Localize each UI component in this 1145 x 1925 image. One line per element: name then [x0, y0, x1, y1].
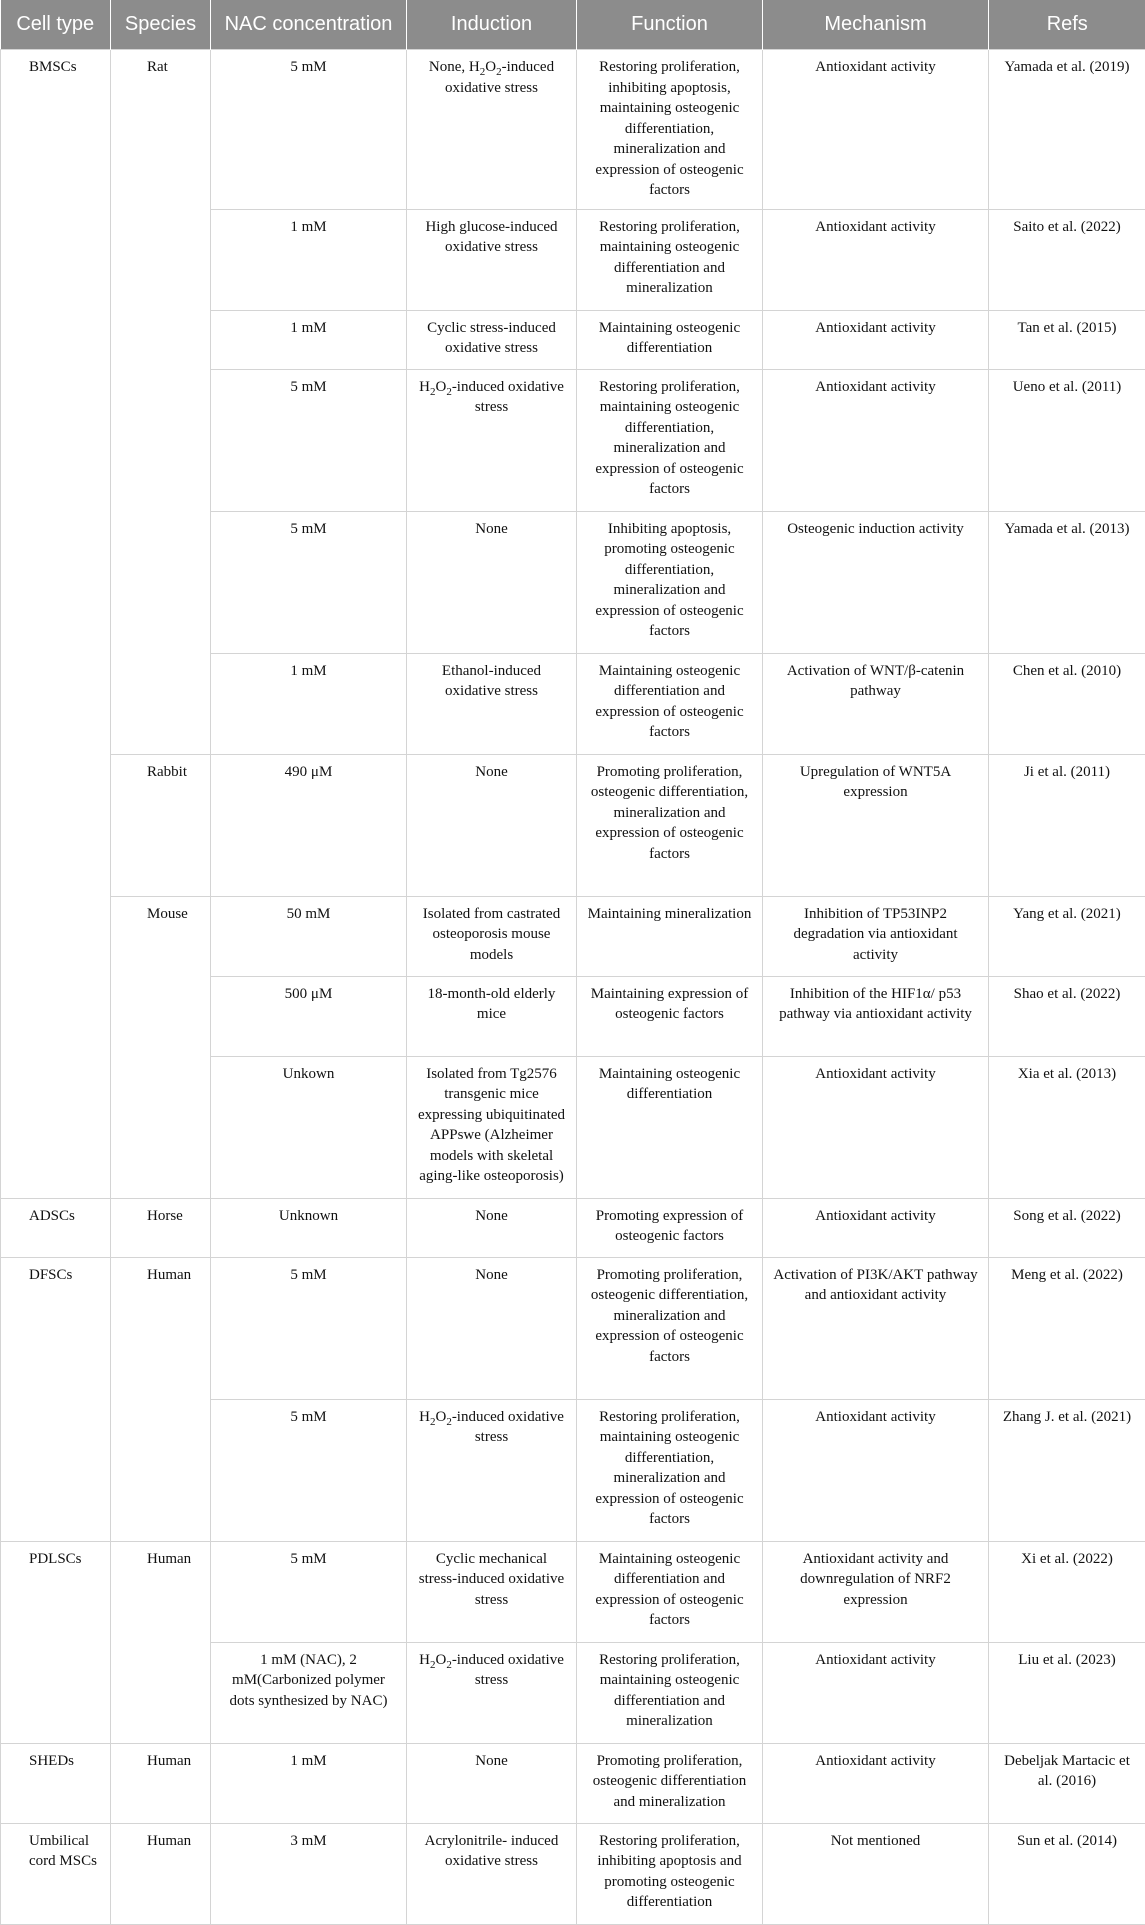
header-induction: Induction: [407, 0, 577, 50]
induction-cell: None: [407, 1743, 577, 1823]
mechanism-cell: Antioxidant activity: [763, 310, 989, 369]
mechanism-cell: Not mentioned: [763, 1823, 989, 1924]
nac-concentration-cell: 490 μM: [211, 754, 407, 896]
nac-concentration-cell: 5 mM: [211, 1541, 407, 1642]
species-cell: Rabbit: [111, 754, 211, 896]
table-row: [1, 1541, 1145, 1642]
refs-cell: Chen et al. (2010): [989, 653, 1145, 754]
function-cell: Maintaining osteogenic differentiation: [577, 310, 763, 369]
table-row: [1, 754, 1145, 896]
refs-cell: Saito et al. (2022): [989, 209, 1145, 310]
refs-cell: Ji et al. (2011): [989, 754, 1145, 896]
induction-cell: Isolated from Tg2576 transgenic mice expressing ubiquitinated APPswe (Alzheimer models with skeletal aging-like osteoporosis): [407, 1056, 577, 1198]
species-cell: Human: [111, 1823, 211, 1924]
refs-cell: Shao et al. (2022): [989, 976, 1145, 1056]
function-cell: Maintaining expression of osteogenic factors: [577, 976, 763, 1056]
mechanism-cell: Upregulation of WNT5A expression: [763, 754, 989, 896]
function-cell: Promoting expression of osteogenic factors: [577, 1198, 763, 1257]
refs-cell: Xia et al. (2013): [989, 1056, 1145, 1198]
refs-cell: Xi et al. (2022): [989, 1541, 1145, 1642]
species-cell: Human: [111, 1743, 211, 1823]
refs-cell: Ueno et al. (2011): [989, 369, 1145, 511]
header-nac-concentration: NAC concentration: [211, 0, 407, 50]
induction-cell: Ethanol-induced oxidative stress: [407, 653, 577, 754]
mechanism-cell: Inhibition of the HIF1α/ p53 pathway via antioxidant activity: [763, 976, 989, 1056]
species-cell: Human: [111, 1257, 211, 1541]
nac-concentration-cell: 1 mM: [211, 209, 407, 310]
cell-type-cell: Umbilical cord MSCs: [1, 1823, 111, 1924]
header-row: [1, 0, 1145, 50]
mechanism-cell: Antioxidant activity: [763, 369, 989, 511]
refs-cell: Yang et al. (2021): [989, 896, 1145, 976]
function-cell: Promoting proliferation, osteogenic differentiation, mineralization and expression of osteogenic factors: [577, 1257, 763, 1399]
header-species: Species: [111, 0, 211, 50]
table-row: [1, 50, 1145, 210]
induction-cell: Isolated from castrated osteoporosis mouse models: [407, 896, 577, 976]
table-row: [1, 1743, 1145, 1823]
header-function: Function: [577, 0, 763, 50]
nac-concentration-cell: Unknown: [211, 1198, 407, 1257]
induction-cell: Acrylonitrile- induced oxidative stress: [407, 1823, 577, 1924]
nac-concentration-cell: 50 mM: [211, 896, 407, 976]
mechanism-cell: Antioxidant activity: [763, 209, 989, 310]
mechanism-cell: Activation of WNT/β-catenin pathway: [763, 653, 989, 754]
function-cell: Maintaining mineralization: [577, 896, 763, 976]
function-cell: Maintaining osteogenic differentiation and expression of osteogenic factors: [577, 1541, 763, 1642]
function-cell: Maintaining osteogenic differentiation and expression of osteogenic factors: [577, 653, 763, 754]
species-cell: Mouse: [111, 896, 211, 1198]
refs-cell: Yamada et al. (2013): [989, 511, 1145, 653]
nac-concentration-cell: 5 mM: [211, 1399, 407, 1541]
refs-cell: Song et al. (2022): [989, 1198, 1145, 1257]
refs-cell: Yamada et al. (2019): [989, 50, 1145, 210]
function-cell: Promoting proliferation, osteogenic differentiation and mineralization: [577, 1743, 763, 1823]
function-cell: Restoring proliferation, maintaining osteogenic differentiation and mineralization: [577, 209, 763, 310]
refs-cell: Zhang J. et al. (2021): [989, 1399, 1145, 1541]
nac-concentration-cell: 1 mM: [211, 310, 407, 369]
nac-concentration-cell: 500 μM: [211, 976, 407, 1056]
refs-cell: Debeljak Martacic et al. (2016): [989, 1743, 1145, 1823]
induction-cell: None, $H_2O_2$-induced oxidative stress: [407, 50, 577, 210]
refs-cell: Tan et al. (2015): [989, 310, 1145, 369]
induction-cell: None: [407, 1198, 577, 1257]
induction-cell: None: [407, 1257, 577, 1399]
mechanism-cell: Antioxidant activity: [763, 1198, 989, 1257]
mechanism-cell: Activation of PI3K/AKT pathway and antioxidant activity: [763, 1257, 989, 1399]
species-cell: Horse: [111, 1198, 211, 1257]
induction-cell: 18-month-old elderly mice: [407, 976, 577, 1056]
nac-concentration-cell: 5 mM: [211, 511, 407, 653]
nac-concentration-cell: 5 mM: [211, 369, 407, 511]
induction-cell: None: [407, 754, 577, 896]
mechanism-cell: Antioxidant activity and downregulation of NRF2 expression: [763, 1541, 989, 1642]
function-cell: Restoring proliferation, inhibiting apoptosis and promoting osteogenic differentiation: [577, 1823, 763, 1924]
mechanism-cell: Antioxidant activity: [763, 1056, 989, 1198]
nac-concentration-cell: 5 mM: [211, 1257, 407, 1399]
nac-concentration-cell: 1 mM (NAC), 2 mM(Carbonized polymer dots synthesized by NAC): [211, 1642, 407, 1743]
induction-cell: Cyclic mechanical stress-induced oxidative stress: [407, 1541, 577, 1642]
function-cell: Restoring proliferation, maintaining osteogenic differentiation, mineralization and expression of osteogenic factors: [577, 1399, 763, 1541]
cell-type-cell: BMSCs: [1, 50, 111, 1199]
cell-type-cell: PDLSCs: [1, 1541, 111, 1743]
header-mechanism: Mechanism: [763, 0, 989, 50]
cell-type-cell: DFSCs: [1, 1257, 111, 1541]
mechanism-cell: Antioxidant activity: [763, 1743, 989, 1823]
refs-cell: Meng et al. (2022): [989, 1257, 1145, 1399]
function-cell: Inhibiting apoptosis, promoting osteogenic differentiation, mineralization and expression of osteogenic factors: [577, 511, 763, 653]
table-row: [1, 896, 1145, 976]
induction-cell: $H_2O_2$-induced oxidative stress: [407, 1399, 577, 1541]
induction-cell: Cyclic stress-induced oxidative stress: [407, 310, 577, 369]
function-cell: Promoting proliferation, osteogenic differentiation, mineralization and expression of osteogenic factors: [577, 754, 763, 896]
table-row: [1, 1257, 1145, 1399]
refs-cell: Sun et al. (2014): [989, 1823, 1145, 1924]
induction-cell: None: [407, 511, 577, 653]
induction-cell: High glucose-induced oxidative stress: [407, 209, 577, 310]
mechanism-cell: Antioxidant activity: [763, 1642, 989, 1743]
nac-concentration-cell: Unkown: [211, 1056, 407, 1198]
mechanism-cell: Inhibition of TP53INP2 degradation via antioxidant activity: [763, 896, 989, 976]
table-row: [1, 1198, 1145, 1257]
function-cell: Restoring proliferation, maintaining osteogenic differentiation, mineralization and expression of osteogenic factors: [577, 369, 763, 511]
function-cell: Maintaining osteogenic differentiation: [577, 1056, 763, 1198]
cell-type-cell: SHEDs: [1, 1743, 111, 1823]
table-row: [1, 1823, 1145, 1924]
cell-type-cell: ADSCs: [1, 1198, 111, 1257]
species-cell: Rat: [111, 50, 211, 755]
mechanism-cell: Antioxidant activity: [763, 1399, 989, 1541]
mechanism-cell: Osteogenic induction activity: [763, 511, 989, 653]
nac-concentration-cell: 1 mM: [211, 653, 407, 754]
induction-cell: $H_2O_2$-induced oxidative stress: [407, 1642, 577, 1743]
refs-cell: Liu et al. (2023): [989, 1642, 1145, 1743]
species-cell: Human: [111, 1541, 211, 1743]
induction-cell: $H_2O_2$-induced oxidative stress: [407, 369, 577, 511]
mechanism-cell: Antioxidant activity: [763, 50, 989, 210]
function-cell: Restoring proliferation, maintaining osteogenic differentiation and mineralization: [577, 1642, 763, 1743]
header-refs: Refs: [989, 0, 1145, 50]
nac-concentration-cell: 3 mM: [211, 1823, 407, 1924]
function-cell: Restoring proliferation, inhibiting apoptosis, maintaining osteogenic differentiation, mineralization and expression of osteogenic factors: [577, 50, 763, 210]
nac-concentration-cell: 1 mM: [211, 1743, 407, 1823]
header-cell-type: Cell type: [1, 0, 111, 50]
nac-concentration-cell: 5 mM: [211, 50, 407, 210]
